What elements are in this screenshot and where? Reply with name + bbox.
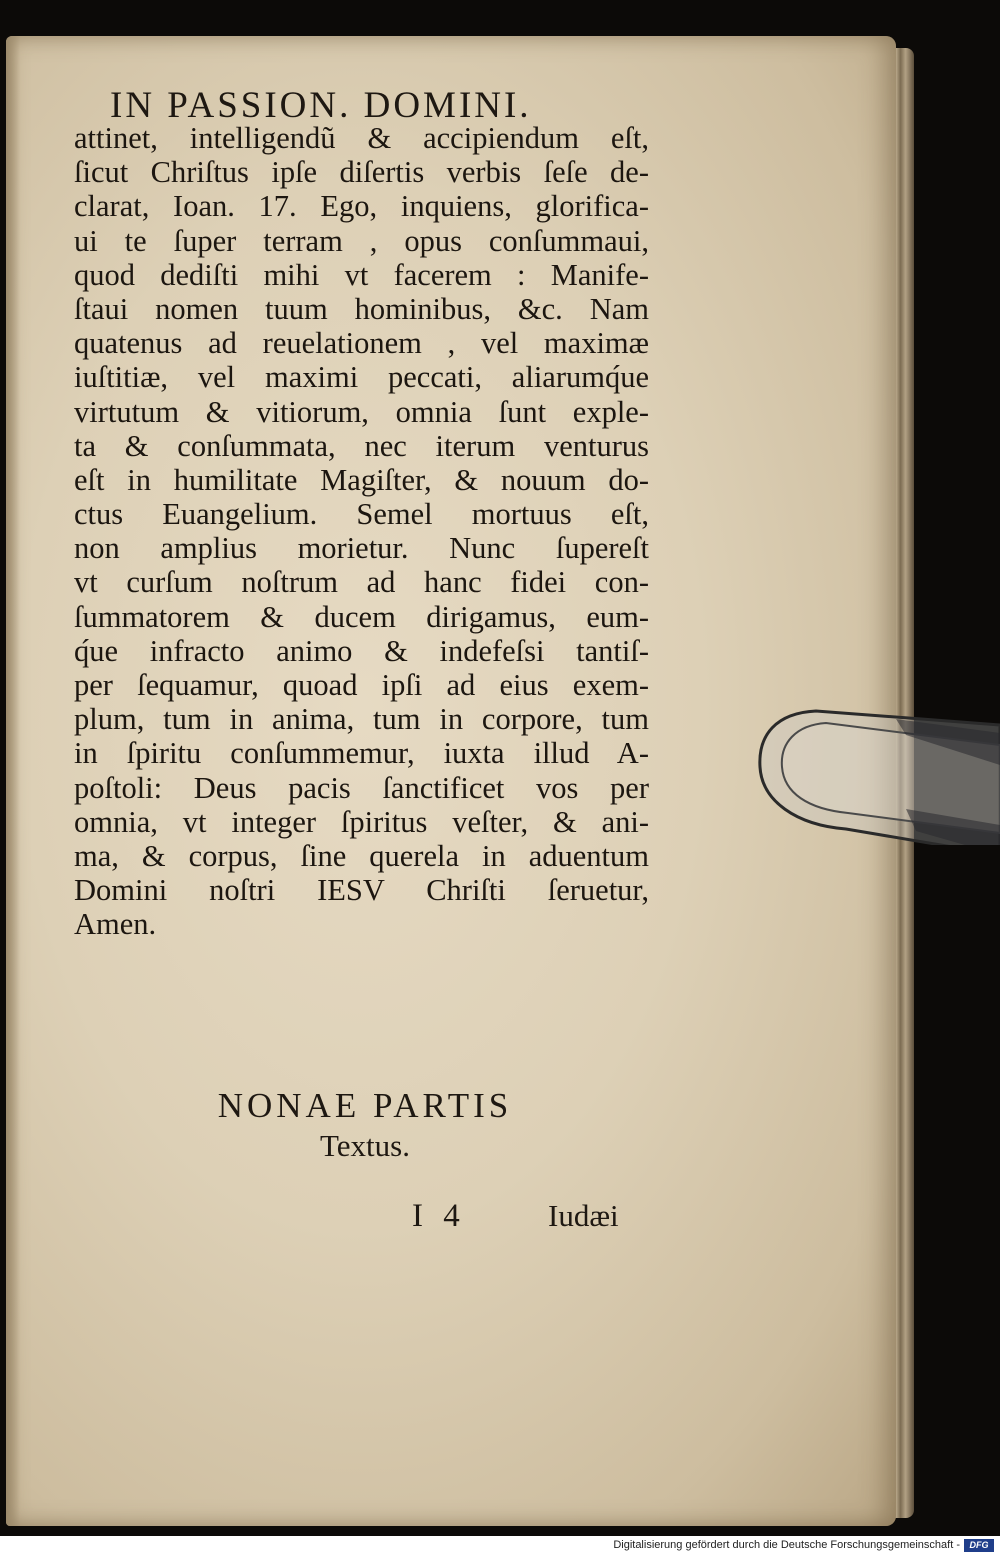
text-line: q́ue infracto animo & indefeſsi tantiſ-	[74, 633, 649, 668]
text-line: quatenus ad reuelationem , vel maximæ	[74, 326, 649, 361]
running-head: IN PASSION. DOMINI.	[110, 85, 532, 126]
section-subtitle: Textus.	[320, 1128, 410, 1163]
text-line-final: Amen.	[74, 907, 157, 942]
text-line: Domini noſtri IESV Chriſti ſeruetur,	[74, 873, 649, 908]
text-line: vt curſum noſtrum ad hanc fidei con-	[74, 565, 649, 600]
text-line: eſt in humilitate Magiſter, & nouum do-	[74, 462, 649, 497]
signature-mark: I 4	[412, 1198, 466, 1234]
footer-credit: Digitalisierung gefördert durch die Deutsche Forschungsgemeinschaft -	[613, 1539, 960, 1551]
text-line: ta & conſummata, nec iterum venturus	[74, 428, 649, 463]
dfg-logo: DFG	[964, 1539, 994, 1552]
text-line: per ſequamur, quoad ipſi ad eius exem-	[74, 668, 649, 702]
section-title: NONAE PARTIS	[217, 1086, 513, 1125]
text-line: poſtoli: Deus pacis ſanctificet vos per	[74, 770, 649, 805]
catchword: Iudæi	[548, 1198, 619, 1233]
text-line: ui te ſuper terram , opus conſummaui,	[74, 223, 649, 258]
text-line: ſicut Chriſtus ipſe diſertis verbis ſeſe de-	[74, 155, 649, 190]
text-line: ctus Euangelium. Semel mortuus eſt,	[74, 497, 649, 532]
text-line: in ſpiritu conſummemur, iuxta illud A-	[74, 736, 649, 771]
text-line: attinet, intelligendũ & accipiendum eſt,	[74, 121, 649, 155]
text-line: ma, & corpus, ſine querela in aduentum	[74, 838, 649, 873]
text-line: quod dediſti mihi vt facerem : Manife-	[74, 257, 649, 292]
text-line: ſummatorem & ducem dirigamus, eum-	[74, 599, 649, 634]
page-gutter-shadow	[6, 36, 20, 1526]
text-line: clarat, Ioan. 17. Ego, inquiens, glorifica-	[74, 189, 649, 224]
text-line: virtutum & vitiorum, omnia ſunt exple-	[74, 394, 649, 429]
text-line: plum, tum in anima, tum in corpore, tum	[74, 702, 649, 737]
text-line: ſtaui nomen tuum hominibus, &c. Nam	[74, 291, 649, 326]
body-text	[74, 121, 649, 942]
text-line: omnia, vt integer ſpiritus veſter, & ani-	[74, 804, 649, 839]
text-line: iuſtitiæ, vel maximi peccati, aliarumq́ue	[74, 360, 649, 395]
text-line: non amplius morietur. Nunc ſupereſt	[74, 531, 649, 566]
